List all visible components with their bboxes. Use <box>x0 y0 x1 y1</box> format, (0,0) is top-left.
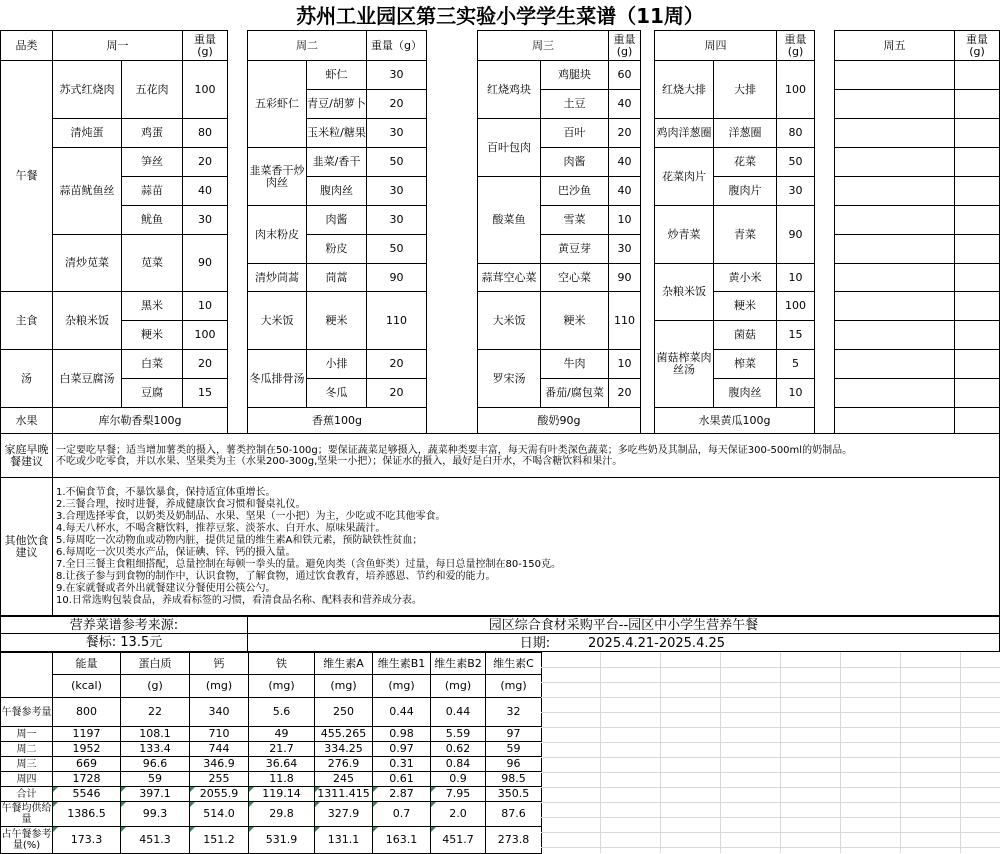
mon-weight: 10 <box>182 291 228 321</box>
formula-marker-icon <box>53 827 58 832</box>
mon-ingredient: 白菜 <box>121 349 183 379</box>
nutrition-header: 维生素B2 <box>430 652 486 675</box>
nutrition-value: 98.5 <box>485 771 542 787</box>
nutrition-value: 2.87 <box>372 786 431 802</box>
wed-soup: 罗宋汤 <box>477 349 541 408</box>
wed-ingredient: 巴沙鱼 <box>540 176 609 206</box>
tue-soup: 冬瓜排骨汤 <box>247 349 307 408</box>
header-thu: 周四 <box>654 30 777 61</box>
fri-empty-cell <box>954 378 1000 408</box>
thu-weight: 15 <box>776 320 815 350</box>
tue-weight: 90 <box>366 263 427 292</box>
wed-fruit: 酸奶90g <box>477 407 641 434</box>
nutrition-value: 744 <box>189 741 249 757</box>
nutrition-value: 2055.9 <box>189 786 249 802</box>
nutrition-value: 0.98 <box>372 726 431 742</box>
nutrition-value: 36.64 <box>248 756 315 772</box>
fri-empty-cell <box>834 263 955 292</box>
wed-dish-4: 蒜茸空心菜 <box>477 263 541 292</box>
nutrition-value: 397.1 <box>120 786 190 802</box>
gridline <box>541 787 1000 788</box>
nutrition-value: 0.9 <box>430 771 486 787</box>
fri-empty-cell <box>954 291 1000 321</box>
nutrition-unit: (mg) <box>372 674 431 698</box>
thu-weight: 5 <box>776 349 815 379</box>
wed-ingredient: 番茄/腐包菜 <box>540 378 609 408</box>
nutrition-value: 0.97 <box>372 741 431 757</box>
thu-ingredient: 洋葱圈 <box>713 118 777 148</box>
formula-marker-icon <box>315 802 320 807</box>
thu-ingredient: 黄小米 <box>713 263 777 292</box>
nutrition-value: 800 <box>52 697 121 727</box>
tue-weight: 50 <box>366 147 427 177</box>
formula-marker-icon <box>121 802 126 807</box>
tue-ingredient: 青豆/胡萝卜 <box>306 89 367 119</box>
nutrition-value: 334.25 <box>314 741 373 757</box>
nutrition-value: 21.7 <box>248 741 315 757</box>
fri-empty-cell <box>834 176 955 206</box>
nutrition-value: 1728 <box>52 771 121 787</box>
fri-empty-cell <box>834 291 955 321</box>
gridline <box>541 847 1000 848</box>
thu-ingredient: 腹肉片 <box>713 176 777 206</box>
nutrition-value: 669 <box>52 756 121 772</box>
wed-ingredient: 肉酱 <box>540 147 609 177</box>
thu-soup: 菌菇榨菜肉丝汤 <box>654 320 714 408</box>
nutrition-value: 96.6 <box>120 756 190 772</box>
nutrition-row-label: 午餐参考量 <box>0 697 53 727</box>
wed-weight: 30 <box>608 234 641 264</box>
nutrition-value: 29.8 <box>248 801 315 827</box>
thu-weight: 30 <box>776 176 815 206</box>
fri-empty-cell <box>834 205 955 235</box>
nutrition-value: 5.6 <box>248 697 315 727</box>
tue-weight: 50 <box>366 234 427 264</box>
mon-weight: 20 <box>182 147 228 177</box>
wed-weight: 110 <box>608 291 641 350</box>
fri-empty-cell <box>954 349 1000 379</box>
wed-weight: 40 <box>608 89 641 119</box>
wed-dish-1: 红烧鸡块 <box>477 60 541 119</box>
nutrition-value: 245 <box>314 771 373 787</box>
thu-dish-2: 鸡肉洋葱圈 <box>654 118 714 148</box>
nutrition-corner <box>0 652 53 698</box>
formula-marker-icon <box>431 827 436 832</box>
mon-weight: 15 <box>182 378 228 408</box>
other-advice-items <box>56 487 561 607</box>
source-label: 营养菜谱参考来源: <box>0 616 248 634</box>
wed-weight: 40 <box>608 176 641 206</box>
fri-empty-cell <box>834 378 955 408</box>
mon-ingredient: 鸡蛋 <box>121 118 183 148</box>
formula-marker-icon <box>373 787 378 792</box>
mon-ingredient: 粳米 <box>121 320 183 350</box>
wed-weight: 20 <box>608 118 641 148</box>
tue-ingredient: 粳米 <box>306 291 367 350</box>
wed-ingredient: 空心菜 <box>540 263 609 292</box>
nutrition-header: 钙 <box>189 652 249 675</box>
thu-weight: 100 <box>776 60 815 119</box>
thu-weight: 10 <box>776 378 815 408</box>
nutrition-value: 0.31 <box>372 756 431 772</box>
nutrition-value: 1952 <box>52 741 121 757</box>
fri-empty-cell <box>954 320 1000 350</box>
wed-ingredient: 雪菜 <box>540 205 609 235</box>
nutrition-value: 340 <box>189 697 249 727</box>
thu-fruit: 水果黄瓜100g <box>654 407 815 434</box>
gridline <box>541 742 1000 743</box>
nutrition-value: 151.2 <box>189 826 249 854</box>
nutrition-unit: (mg) <box>248 674 315 698</box>
nutrition-value: 273.8 <box>485 826 542 854</box>
formula-marker-icon <box>121 787 126 792</box>
nutrition-value: 108.1 <box>120 726 190 742</box>
mon-dish-2: 清炖蛋 <box>52 118 122 148</box>
nutrition-value: 327.9 <box>314 801 373 827</box>
tue-staple: 大米饭 <box>247 291 307 350</box>
nutrition-value: 451.7 <box>430 826 486 854</box>
wed-weight: 10 <box>608 349 641 379</box>
category-soup: 汤 <box>0 349 53 408</box>
fri-empty-cell <box>834 407 955 434</box>
header-mon: 周一 <box>52 30 183 61</box>
nutrition-value: 1311.415 <box>314 786 373 802</box>
tue-dish-4: 清炒茼蒿 <box>247 263 307 292</box>
nutrition-row-label: 周三 <box>0 756 53 772</box>
nutrition-value: 514.0 <box>189 801 249 827</box>
fri-empty-cell <box>954 60 1000 90</box>
thu-ingredient: 榨菜 <box>713 349 777 379</box>
mon-weight: 100 <box>182 320 228 350</box>
nutrition-unit: (kcal) <box>52 674 121 698</box>
wed-weight: 10 <box>608 205 641 235</box>
formula-marker-icon <box>249 787 254 792</box>
nutrition-header: 铁 <box>248 652 315 675</box>
nutrition-row-label: 合计 <box>0 786 53 802</box>
wed-weight: 60 <box>608 60 641 90</box>
mon-dish-4: 清炒苋菜 <box>52 234 122 292</box>
mon-weight: 40 <box>182 176 228 206</box>
formula-marker-icon <box>190 802 195 807</box>
nutrition-value: 49 <box>248 726 315 742</box>
mon-weight: 100 <box>182 60 228 119</box>
nutrition-value: 173.3 <box>52 826 121 854</box>
header-category: 品类 <box>0 30 53 61</box>
advice-item: 10.日常选购包装食品，养成看标签的习惯，看清食品名称、配料表和营养成分表。 <box>56 595 422 606</box>
gridline <box>541 712 1000 713</box>
header-wed: 周三 <box>477 30 609 61</box>
header-fri: 周五 <box>834 30 955 61</box>
mon-weight: 20 <box>182 349 228 379</box>
formula-marker-icon <box>249 802 254 807</box>
formula-marker-icon <box>190 787 195 792</box>
fri-empty-cell <box>954 205 1000 235</box>
nutrition-header: 维生素A <box>314 652 373 675</box>
nutrition-unit: (mg) <box>430 674 486 698</box>
tue-weight: 30 <box>366 60 427 90</box>
nutrition-value: 1197 <box>52 726 121 742</box>
fri-empty-cell <box>834 118 955 148</box>
nutrition-value: 59 <box>485 741 542 757</box>
thu-ingredient: 大排 <box>713 60 777 119</box>
gridline <box>541 772 1000 773</box>
fri-empty-cell <box>954 176 1000 206</box>
nutrition-value: 0.44 <box>372 697 431 727</box>
nutrition-value: 0.7 <box>372 801 431 827</box>
fri-empty-cell <box>834 349 955 379</box>
advice-item: 8.让孩子参与到食物的制作中，认识食物，了解食物，通过饮食教育，培养感恩、节约和爱的能力。 <box>56 571 496 582</box>
wed-weight: 90 <box>608 263 641 292</box>
thu-ingredient: 粳米 <box>713 291 777 321</box>
formula-marker-icon <box>373 802 378 807</box>
mon-weight: 90 <box>182 234 228 292</box>
tue-dish-2: 韭菜香干炒肉丝 <box>247 147 307 206</box>
nutrition-value: 163.1 <box>372 826 431 854</box>
gridline <box>541 802 1000 803</box>
thu-ingredient: 腹肉丝 <box>713 378 777 408</box>
tue-weight: 110 <box>366 291 427 350</box>
wed-ingredient: 黄豆芽 <box>540 234 609 264</box>
date-value: 2025.4.21-2025.4.25 <box>588 635 726 651</box>
family-advice-label: 家庭早晚餐建议 <box>0 433 53 478</box>
header-tue-weight: 重量（g） <box>366 30 427 61</box>
thu-ingredient: 菌菇 <box>713 320 777 350</box>
nutrition-row-label: 周四 <box>0 771 53 787</box>
thu-weight: 50 <box>776 147 815 177</box>
advice-item: 2.三餐合理，按时进餐，养成健康饮食习惯和餐桌礼仪。 <box>56 499 306 510</box>
formula-marker-icon <box>53 787 58 792</box>
fri-empty-cell <box>834 234 955 264</box>
tue-ingredient: 粉皮 <box>306 234 367 264</box>
tue-weight: 20 <box>366 378 427 408</box>
mon-dish-3: 蒜苗鱿鱼丝 <box>52 147 122 235</box>
thu-dish-4: 炒青菜 <box>654 205 714 264</box>
tue-ingredient: 腹肉丝 <box>306 176 367 206</box>
thu-dish-1: 红烧大排 <box>654 60 714 119</box>
family-advice-text: 一定要吃早餐；适当增加薯类的摄入，薯类控制在50-100g；要保证蔬菜足够摄入，蔬菜种类要丰富，每天需有叶类深色蔬菜；多吃些奶及其制品，每天保证300-500ml的奶制品。 不吃或少吃零食，并以水果、坚果类为主（水果200-300g,坚果一小把）；保证水的摄入，最好是白开水，不喝含糖饮料和果汁。 <box>52 433 1000 478</box>
nutrition-row-label: 午餐均供给量 <box>1 803 52 825</box>
formula-marker-icon <box>53 802 58 807</box>
thu-weight: 80 <box>776 118 815 148</box>
tue-ingredient: 小排 <box>306 349 367 379</box>
nutrition-value: 133.4 <box>120 741 190 757</box>
nutrition-unit: (mg) <box>485 674 542 698</box>
source-value: 园区综合食材采购平台--园区中小学生营养午餐 <box>247 616 1000 634</box>
gridline <box>541 727 1000 728</box>
tue-ingredient: 茼蒿 <box>306 263 367 292</box>
wed-staple: 大米饭 <box>477 291 541 350</box>
advice-item: 6.每周吃一次贝类水产品，保证碘、锌、钙的摄入量。 <box>56 547 296 558</box>
nutrition-unit: (mg) <box>189 674 249 698</box>
nutrition-value: 131.1 <box>314 826 373 854</box>
nutrition-value: 255 <box>189 771 249 787</box>
formula-marker-icon <box>121 827 126 832</box>
tue-dish-1: 五彩虾仁 <box>247 60 307 148</box>
tue-fruit: 香蕉100g <box>247 407 427 434</box>
header-thu-weight: 重量 (g) <box>776 30 815 61</box>
wed-weight: 20 <box>608 378 641 408</box>
nutrition-value: 32 <box>485 697 542 727</box>
wed-ingredient: 百叶 <box>540 118 609 148</box>
nutrition-value: 5546 <box>52 786 121 802</box>
header-fri-weight: 重量 (g) <box>954 30 1000 61</box>
mon-soup: 白菜豆腐汤 <box>52 349 122 408</box>
advice-item: 7.全日三餐主食粗细搭配，总量控制在每顿一拳头的量。避免肉类（含鱼虾类）过量，每日总量控制在80-150克。 <box>56 559 561 570</box>
fri-empty-cell <box>954 147 1000 177</box>
tue-ingredient: 玉米粒/糖果 <box>306 118 367 148</box>
mon-ingredient: 鱿鱼 <box>121 205 183 235</box>
wed-weight: 40 <box>608 147 641 177</box>
nutrition-header: 维生素C <box>485 652 542 675</box>
wed-dish-2: 百叶包肉 <box>477 118 541 177</box>
nutrition-row-label: 周二 <box>0 741 53 757</box>
mon-dish-1: 苏式红烧肉 <box>52 60 122 119</box>
fri-empty-cell <box>954 234 1000 264</box>
formula-marker-icon <box>190 827 195 832</box>
nutrition-value: 0.61 <box>372 771 431 787</box>
tue-dish-3: 肉末粉皮 <box>247 205 307 264</box>
nutrition-value: 11.8 <box>248 771 315 787</box>
fri-empty-cell <box>834 89 955 119</box>
tue-ingredient: 肉酱 <box>306 205 367 235</box>
mon-ingredient: 笋丝 <box>121 147 183 177</box>
nutrition-value: 1386.5 <box>52 801 121 827</box>
formula-marker-icon <box>315 827 320 832</box>
nutrition-value: 0.84 <box>430 756 486 772</box>
other-advice-list <box>52 477 1000 616</box>
date-row <box>247 633 1000 652</box>
mon-weight: 30 <box>182 205 228 235</box>
nutrition-value: 0.44 <box>430 697 486 727</box>
tue-weight: 20 <box>366 349 427 379</box>
thu-dish-3: 花菜肉片 <box>654 147 714 206</box>
mon-ingredient: 苋菜 <box>121 234 183 292</box>
mon-ingredient: 蒜苗 <box>121 176 183 206</box>
advice-item: 4.每天八杯水，不喝含糖饮料，推荐豆浆、淡茶水、白开水、原味果蔬汁。 <box>56 523 386 534</box>
nutrition-header: 维生素B1 <box>372 652 431 675</box>
mon-fruit: 库尔勒香梨100g <box>52 407 228 434</box>
fri-empty-cell <box>954 407 1000 434</box>
formula-marker-icon <box>431 787 436 792</box>
formula-marker-icon <box>431 802 436 807</box>
fri-empty-cell <box>954 89 1000 119</box>
mon-ingredient: 豆腐 <box>121 378 183 408</box>
wed-ingredient: 粳米 <box>540 291 609 350</box>
category-lunch: 午餐 <box>0 60 53 292</box>
gridline <box>541 667 1000 668</box>
nutrition-value: 455.265 <box>314 726 373 742</box>
formula-marker-icon <box>373 827 378 832</box>
tue-ingredient: 韭菜/香干 <box>306 147 367 177</box>
thu-weight: 90 <box>776 205 815 264</box>
nutrition-value: 250 <box>314 697 373 727</box>
gridline <box>541 682 1000 683</box>
nutrition-row-label: 占午餐参考量(%) <box>0 826 53 854</box>
wed-dish-3: 酸菜鱼 <box>477 176 541 264</box>
category-fruit: 水果 <box>0 407 53 434</box>
thu-ingredient: 青菜 <box>713 205 777 264</box>
other-advice-label: 其他饮食建议 <box>0 477 53 616</box>
nutrition-value: 119.14 <box>248 786 315 802</box>
gridline <box>541 697 1000 698</box>
thu-staple: 杂粮米饭 <box>654 263 714 321</box>
nutrition-value: 350.5 <box>485 786 542 802</box>
tue-weight: 30 <box>366 205 427 235</box>
wed-ingredient: 土豆 <box>540 89 609 119</box>
nutrition-value: 451.3 <box>120 826 190 854</box>
nutrition-value: 99.3 <box>120 801 190 827</box>
nutrition-value: 710 <box>189 726 249 742</box>
mon-ingredient: 黑米 <box>121 291 183 321</box>
nutrition-header: 能量 <box>52 652 121 675</box>
header-tue: 周二 <box>247 30 367 61</box>
advice-item: 9.在家就餐或者外出就餐建议分餐使用公筷公勺。 <box>56 583 276 594</box>
nutrition-unit: (g) <box>120 674 190 698</box>
mon-staple: 杂粮米饭 <box>52 291 122 350</box>
fri-empty-cell <box>834 60 955 90</box>
wed-ingredient: 牛肉 <box>540 349 609 379</box>
gridline <box>541 757 1000 758</box>
date-label: 日期: <box>519 635 551 651</box>
mon-weight: 80 <box>182 118 228 148</box>
nutrition-value: 2.0 <box>430 801 486 827</box>
nutrition-value: 7.95 <box>430 786 486 802</box>
tue-ingredient: 虾仁 <box>306 60 367 90</box>
category-staple: 主食 <box>0 291 53 350</box>
nutrition-header: 蛋白质 <box>120 652 190 675</box>
nutrition-value: 5.59 <box>430 726 486 742</box>
header-wed-weight: 重量 (g) <box>608 30 641 61</box>
nutrition-value: 531.9 <box>248 826 315 854</box>
nutrition-row-label: 周一 <box>0 726 53 742</box>
formula-marker-icon <box>249 827 254 832</box>
nutrition-value: 97 <box>485 726 542 742</box>
tue-ingredient: 冬瓜 <box>306 378 367 408</box>
nutrition-unit: (mg) <box>314 674 373 698</box>
nutrition-value: 22 <box>120 697 190 727</box>
tue-weight: 30 <box>366 118 427 148</box>
nutrition-value: 87.6 <box>485 801 542 827</box>
fri-empty-cell <box>834 147 955 177</box>
wed-ingredient: 鸡腿块 <box>540 60 609 90</box>
mon-ingredient: 五花肉 <box>121 60 183 119</box>
tue-weight: 30 <box>366 176 427 206</box>
fri-empty-cell <box>834 320 955 350</box>
nutrition-value: 0.62 <box>430 741 486 757</box>
gridline <box>541 832 1000 833</box>
gridline <box>541 817 1000 818</box>
nutrition-value: 96 <box>485 756 542 772</box>
formula-marker-icon <box>315 787 320 792</box>
header-mon-weight: 重量 (g) <box>182 30 228 61</box>
advice-item: 5.每周吃一次动物血或动物内脏，提供足量的维生素A和铁元素，预防缺铁性贫血； <box>56 535 423 546</box>
tue-weight: 20 <box>366 89 427 119</box>
advice-item: 1.不偏食节食，不暴饮暴食，保持适宜体重增长。 <box>56 487 276 498</box>
nutrition-value: 276.9 <box>314 756 373 772</box>
page-title: 苏州工业园区第三实验小学学生菜谱（11周） <box>296 4 704 28</box>
advice-item: 3.合理选择零食，以奶类及奶制品、水果、坚果（一小把）为主，少吃或不吃其他零食。 <box>56 511 446 522</box>
thu-weight: 100 <box>776 291 815 321</box>
nutrition-value: 346.9 <box>189 756 249 772</box>
fri-empty-cell <box>954 263 1000 292</box>
thu-ingredient: 花菜 <box>713 147 777 177</box>
meal-price: 餐标: 13.5元 <box>0 633 248 652</box>
thu-weight: 10 <box>776 263 815 292</box>
fri-empty-cell <box>954 118 1000 148</box>
nutrition-value: 59 <box>120 771 190 787</box>
